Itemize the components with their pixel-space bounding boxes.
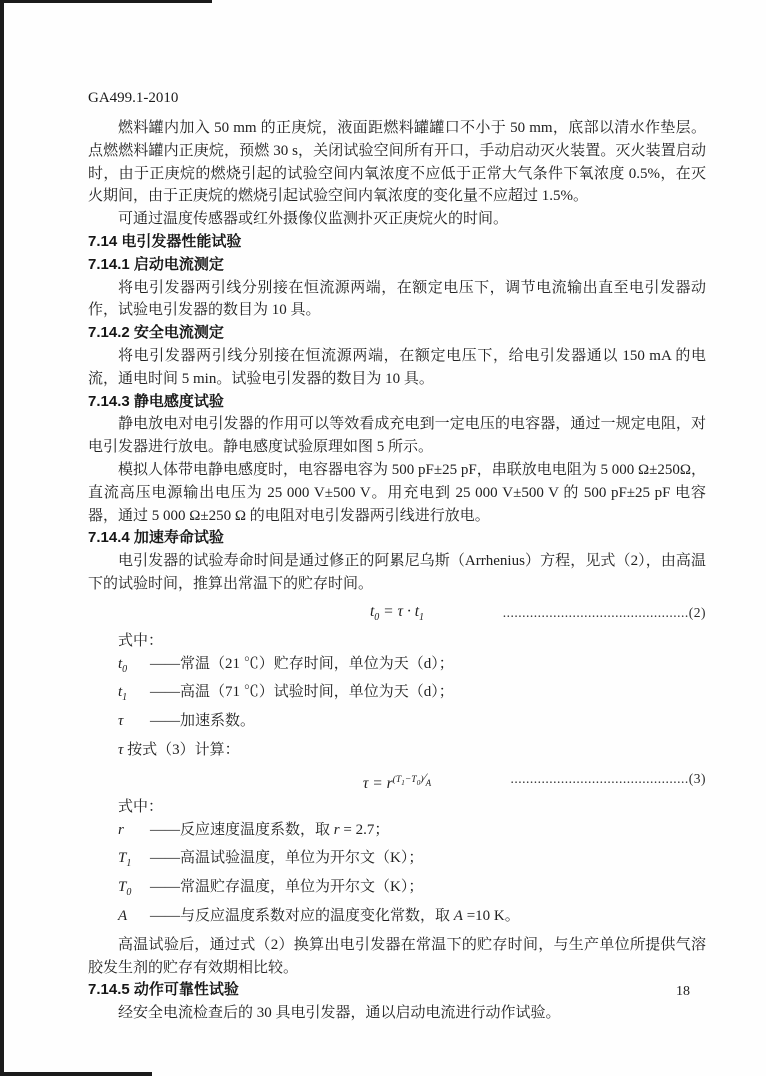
paragraph-startup-current: 将电引发器两引线分别接在恒流源两端，在额定电压下，调节电流输出直至电引发器动作，试验电引发器的数目为 10 具。 (88, 279, 706, 319)
definition-T0 (118, 876, 706, 905)
definition-t0 (118, 653, 706, 682)
heading-7-14-igniter-performance: 7.14 电引发器性能试验 (88, 232, 242, 250)
equation-3-exponent: (T1−T0)⁄A (392, 769, 432, 788)
scan-edge-left (0, 0, 4, 1076)
heading-7-14-5-action-reliability: 7.14.5 动作可靠性试验 (88, 981, 239, 999)
tau-calculation-note: τ 按式（3）计算： (118, 741, 240, 758)
symbol-T1: $T_1$ (118, 850, 132, 870)
equation-3 (88, 766, 706, 792)
equation-2-leader-and-number: ................................................(2) (502, 604, 706, 620)
document-code: GA499.1-2010 (88, 90, 179, 106)
definition-tau (118, 710, 706, 739)
definition-r-text: ——反应速度温度系数，取 r = 2.7； (150, 821, 390, 838)
equation-3-leader-and-number: ..............................................(3) (510, 770, 706, 786)
definition-r (118, 819, 706, 848)
symbol-T0: $T_0$ (118, 879, 132, 899)
paragraph-electrostatic-parameters: 模拟人体带电静电感度时，电容器电容为 500 pF±25 pF，串联放电电阻为 5 000 Ω±250Ω，直流高压电源输出电压为 25 000 V±500 V。用充电到 25 000 V±500 V 的 500 pF±25 pF 电容器，通过 5 000 Ω±250 Ω 的电阻对电引发器两引线进行放电。 (88, 461, 706, 524)
heading-7-14-4-accelerated-life: 7.14.4 加速寿命试验 (88, 529, 224, 547)
heading-7-14-1-startup-current: 7.14.1 启动电流测定 (88, 255, 224, 273)
symbol-tau: τ (118, 713, 124, 730)
symbol-t1: $t_1$ (118, 684, 128, 704)
paragraph-action-reliability: 经安全电流检查后的 30 具电引发器，通以启动电流进行动作试验。 (118, 1005, 561, 1022)
definition-T1-text: ——高温试验温度，单位为开尔文（K）； (150, 850, 424, 867)
scan-edge-top (0, 0, 212, 3)
paragraph-fuel-test-monitoring: 可通过温度传感器或红外摄像仪监测扑灭正庚烷火的时间。 (118, 211, 509, 228)
paragraph-fuel-test-procedure: 燃料罐内加入 50 mm 的正庚烷，液面距燃料罐罐口不小于 50 mm，底部以清水作垫层。点燃燃料罐内正庚烷，预燃 30 s，关闭试验空间所有开口，手动启动灭火装置。灭火装置启动时，由于正庚烷的燃烧引起的试验空间内氧浓度不应低于正常大气条件下氧浓度 0.5%，在灭火期间，由于正庚烷的燃烧引起试验空间内氧浓度的变化量不应超过 1.5%。 (88, 120, 706, 205)
definition-t1 (118, 681, 706, 710)
definition-T1 (118, 847, 706, 876)
symbol-r: r (118, 821, 124, 838)
definition-t1-text: ——高温（71 ℃）试验时间，单位为天（d）； (150, 684, 454, 701)
where-label-eq2: 式中： (118, 632, 164, 649)
paragraph-electrostatic-principle: 静电放电对电引发器的作用可以等效看成充电到一定电压的电容器，通过一规定电阻，对电引发器进行放电。静电感度试验原理如图 5 所示。 (88, 416, 706, 456)
heading-7-14-2-safe-current: 7.14.2 安全电流测定 (88, 324, 224, 342)
definition-T0-text: ——常温贮存温度，单位为开尔文（K）； (150, 879, 424, 896)
definition-t0-text: ——常温（21 ℃）贮存时间，单位为天（d）； (150, 655, 454, 672)
equation-2 (88, 600, 706, 626)
scan-edge-bottom (0, 1072, 152, 1076)
definition-A (118, 905, 706, 934)
definition-A-text: ——与反应温度系数对应的温度变化常数，取 A =10 K。 (150, 907, 520, 924)
page-content (88, 88, 706, 1025)
equation-2-formula: $t_0 = \tau \cdot t_1$ (369, 602, 425, 623)
paragraph-safe-current: 将电引发器两引线分别接在恒流源两端，在额定电压下，给电引发器通以 150 mA 的电流，通电时间 5 min。试验电引发器的数目为 10 具。 (88, 347, 706, 387)
heading-7-14-3-electrostatic-sensitivity: 7.14.3 静电感度试验 (88, 392, 224, 410)
symbol-t0: $t_0$ (118, 655, 128, 675)
paragraph-high-temp-conversion: 高温试验后，通过式（2）换算出电引发器在常温下的贮存时间，与生产单位所提供气溶胶发生剂的贮存有效期相比较。 (88, 936, 706, 976)
symbol-A: A (118, 907, 128, 924)
where-label-eq3: 式中： (118, 798, 164, 815)
paragraph-arrhenius-intro: 电引发器的试验寿命时间是通过修正的阿累尼乌斯（Arrhenius）方程，见式（2），由高温下的试验时间，推算出常温下的贮存时间。 (88, 553, 706, 592)
definition-tau-text: ——加速系数。 (150, 713, 256, 730)
page-number: 18 (676, 984, 690, 999)
equation-3-formula: $\tau = r^{(T_1-T_0)⁄A}$ (362, 769, 432, 792)
